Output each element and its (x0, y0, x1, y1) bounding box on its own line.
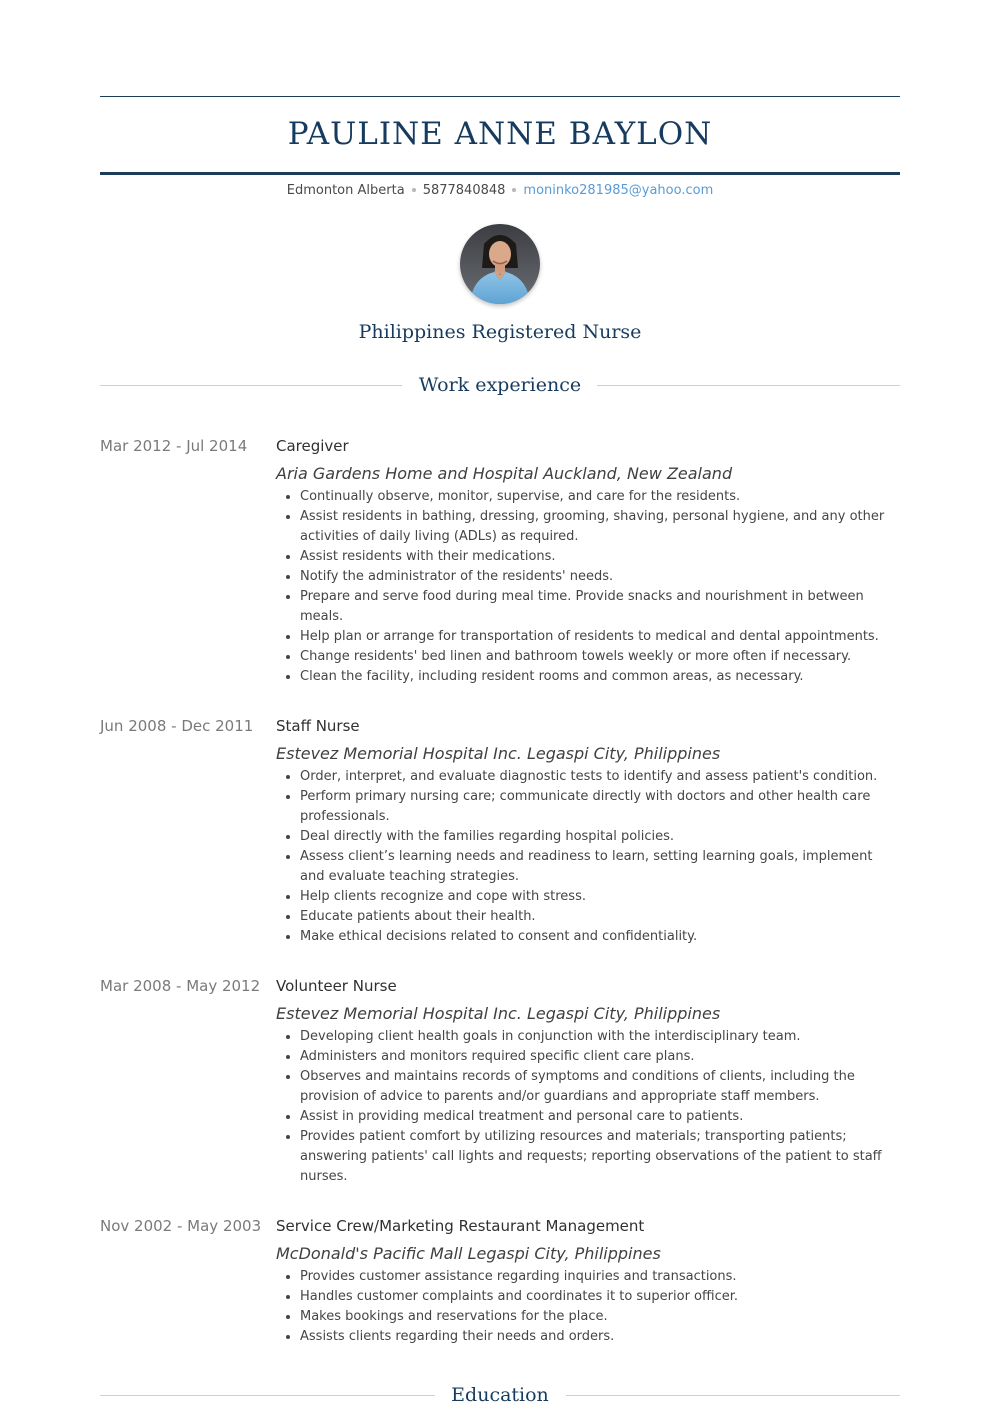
separator-dot-icon (412, 188, 416, 192)
job-company: Estevez Memorial Hospital Inc. Legaspi City, Philippines (276, 1004, 721, 1023)
list-item: • Order, interpret, and evaluate diagnostic tests to identify and assess patient's condition. (300, 767, 900, 787)
list-item: • Help plan or arrange for transportation of residents to medical and dental appointments. (300, 627, 900, 647)
job-duties-list (276, 1027, 900, 1187)
job-dates: Mar 2012 - Jul 2014 (100, 437, 248, 455)
list-item: • Assist in providing medical treatment and personal care to patients. (300, 1107, 900, 1127)
separator-dot-icon (512, 188, 516, 192)
section-heading-education (100, 1380, 900, 1410)
list-item: • Assess client’s learning needs and readiness to learn, setting learning goals, implement and evaluate teaching strategies. (300, 847, 900, 887)
job-dates: Jun 2008 - Dec 2011 (100, 717, 254, 735)
list-item: • Perform primary nursing care; communicate directly with doctors and other health care professionals. (300, 787, 900, 827)
list-item: • Continually observe, monitor, supervise, and care for the residents. (300, 487, 900, 507)
list-item: • Handles customer complaints and coordinates it to superior officer. (300, 1287, 900, 1307)
headline-title: Philippines Registered Nurse (358, 321, 642, 343)
list-item: • Notify the administrator of the residents' needs. (300, 567, 900, 587)
job-company: Aria Gardens Home and Hospital Auckland, New Zealand (276, 464, 733, 483)
list-item: • Clean the facility, including resident rooms and common areas, as necessary. (300, 667, 900, 687)
list-item: • Makes bookings and reservations for the place. (300, 1307, 900, 1327)
list-item: • Educate patients about their health. (300, 907, 900, 927)
job-duties-list (276, 1267, 900, 1347)
job-duties-list (276, 487, 900, 687)
list-item: • Assist residents in bathing, dressing, grooming, shaving, personal hygiene, and any other activities of daily living (ADLs) as required. (300, 507, 900, 547)
job-duties-list (276, 767, 900, 947)
top-divider (100, 96, 900, 97)
list-item: • Observes and maintains records of symptoms and conditions of clients, including the provision of advice to parents and/or guardians and appropriate staff members. (300, 1067, 900, 1107)
list-item: • Assists clients regarding their needs and orders. (300, 1327, 900, 1347)
job-title: Service Crew/Marketing Restaurant Management (276, 1217, 645, 1235)
list-item: • Make ethical decisions related to consent and confidentiality. (300, 927, 900, 947)
section-title-education: Education (435, 1384, 565, 1406)
list-item: • Provides patient comfort by utilizing resources and materials; transporting patients; answering patients' call lights and requests; reporting observations of the patient to staff nurses. (300, 1127, 900, 1187)
candidate-name: PAULINE ANNE BAYLON (287, 116, 713, 152)
job-dates: Mar 2008 - May 2012 (100, 977, 261, 995)
list-item: • Provides customer assistance regarding inquiries and transactions. (300, 1267, 900, 1287)
email-link[interactable]: moninko281985@yahoo.com (523, 183, 714, 198)
job-title: Staff Nurse (276, 717, 360, 735)
location-text: Edmonton Alberta (286, 183, 405, 198)
name-underline (100, 172, 900, 175)
list-item: • Assist residents with their medications. (300, 547, 900, 567)
list-item: • Prepare and serve food during meal time. Provide snacks and nourishment in between meals. (300, 587, 900, 627)
job-title: Volunteer Nurse (276, 977, 397, 995)
list-item: • Change residents' bed linen and bathroom towels weekly or more often if necessary. (300, 647, 900, 667)
contact-line (100, 182, 900, 200)
list-item: • Administers and monitors required specific client care plans. (300, 1047, 900, 1067)
job-company: McDonald's Pacific Mall Legaspi City, Philippines (276, 1244, 661, 1263)
list-item: • Deal directly with the families regarding hospital policies. (300, 827, 900, 847)
phone-text: 5877840848 (422, 183, 506, 198)
job-title: Caregiver (276, 437, 349, 455)
section-title-work: Work experience (403, 374, 597, 396)
avatar-photo (460, 224, 540, 304)
job-company: Estevez Memorial Hospital Inc. Legaspi City, Philippines (276, 744, 721, 763)
list-item: • Developing client health goals in conjunction with the interdisciplinary team. (300, 1027, 900, 1047)
avatar (460, 224, 540, 304)
list-item: • Help clients recognize and cope with stress. (300, 887, 900, 907)
section-heading-work (100, 370, 900, 400)
job-dates: Nov 2002 - May 2003 (100, 1217, 262, 1235)
